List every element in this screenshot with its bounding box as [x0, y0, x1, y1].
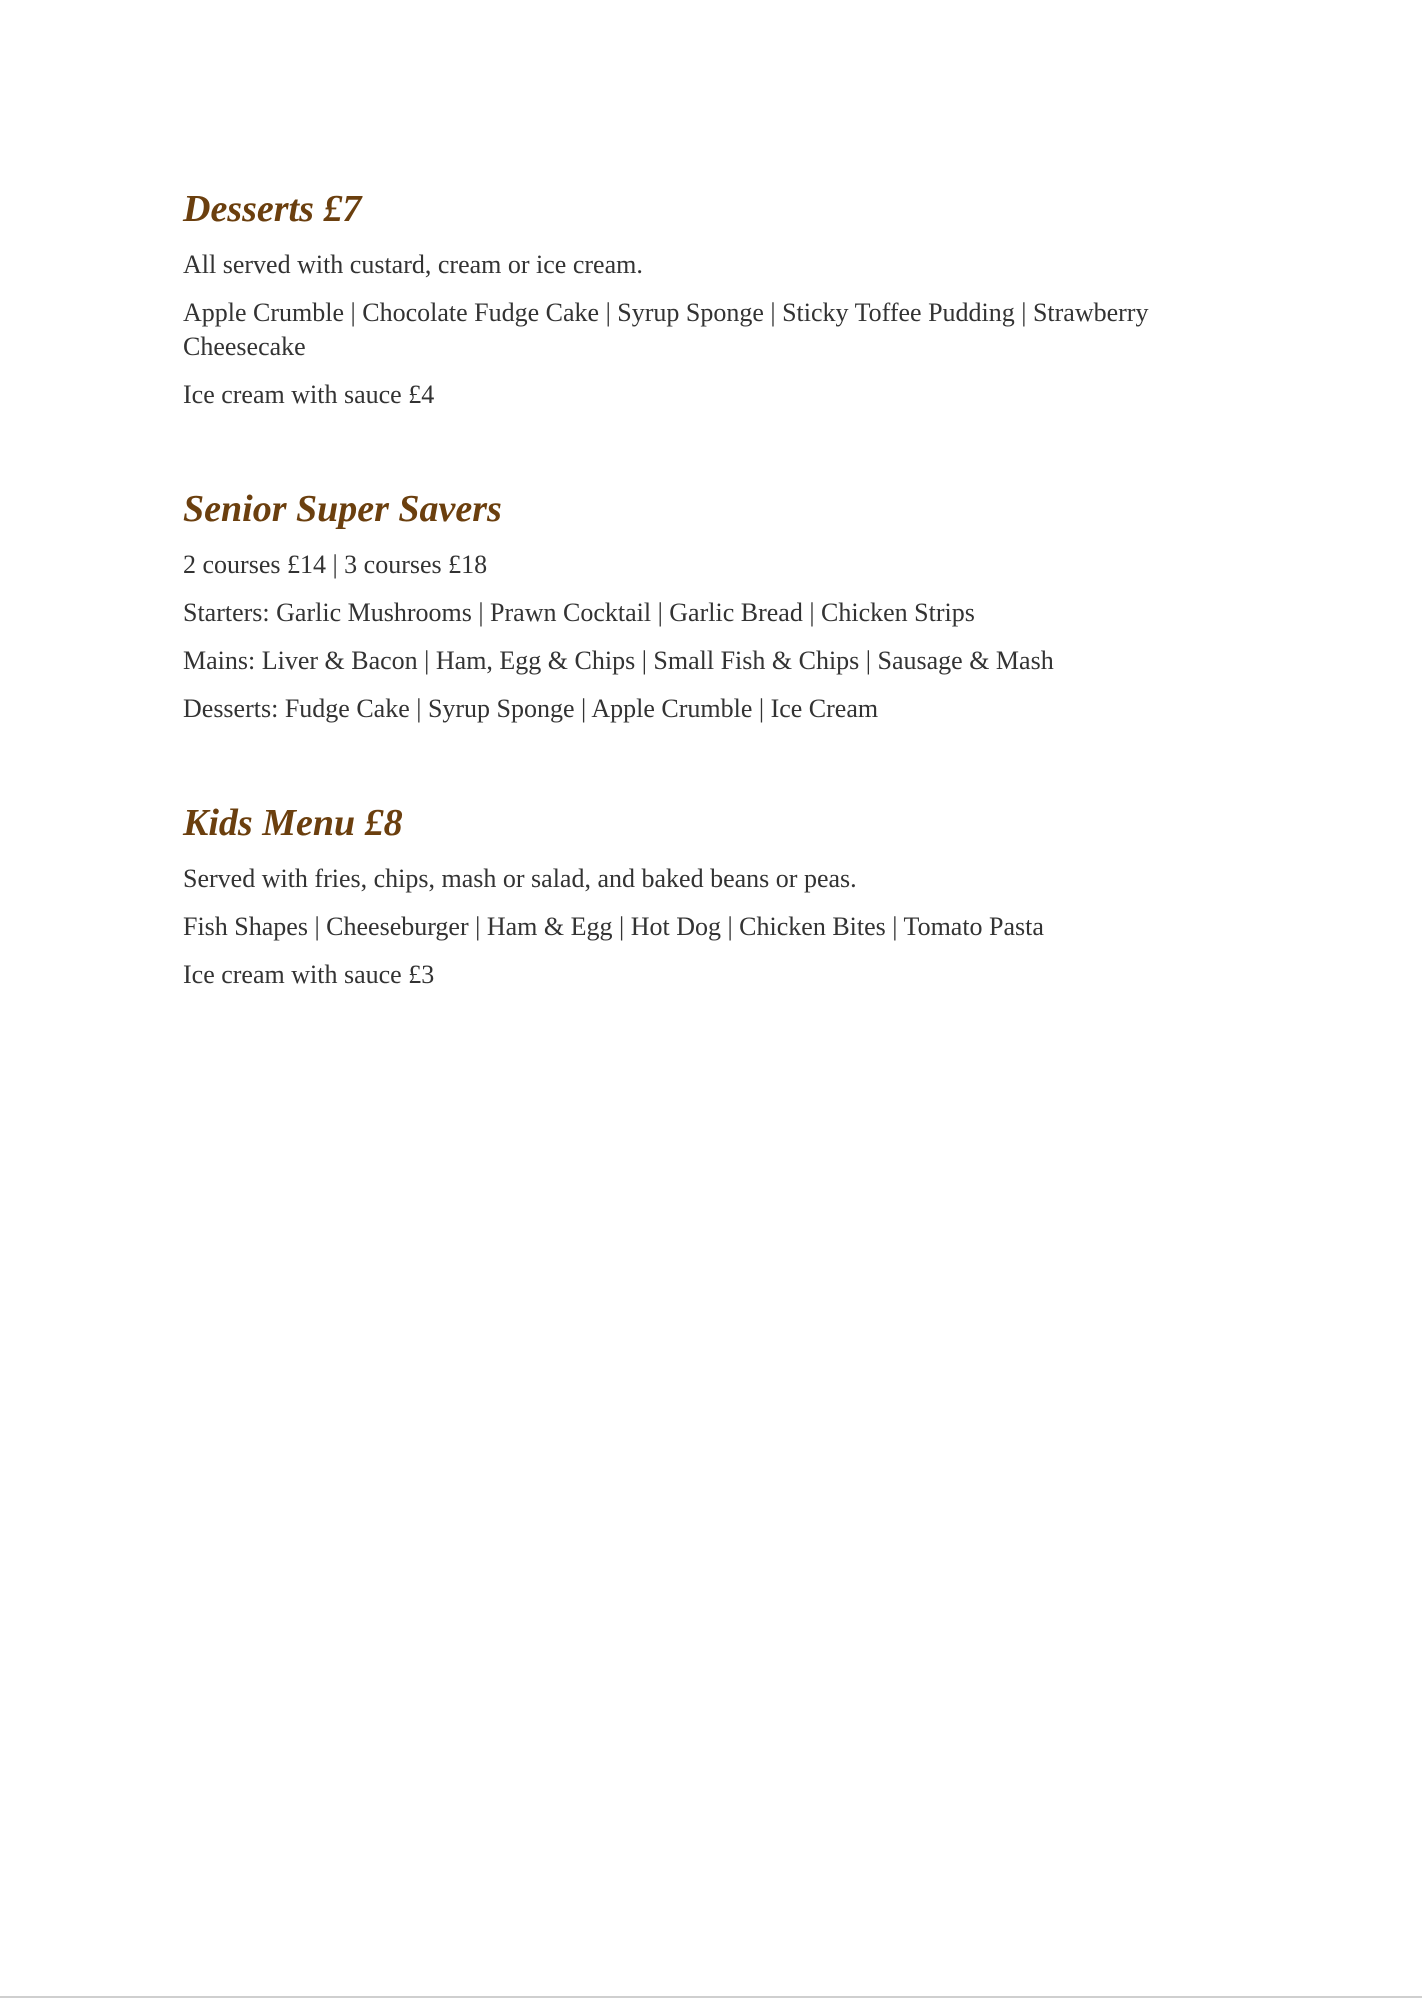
desserts-title: Desserts £7 [183, 188, 362, 230]
desserts-extra: Ice cream with sauce £4 [183, 380, 435, 409]
menu-content [183, 184, 1243, 1064]
senior-pricing: 2 courses £14 | 3 courses £18 [183, 550, 488, 579]
senior-desserts: Desserts: Fudge Cake | Syrup Sponge | Apple Crumble | Ice Cream [183, 694, 879, 723]
kids-menu-title: Kids Menu £8 [183, 802, 403, 844]
senior-mains: Mains: Liver & Bacon | Ham, Egg & Chips | Small Fish & Chips | Sausage & Mash [183, 646, 1054, 675]
kids-extra: Ice cream with sauce £3 [183, 960, 435, 989]
kids-items: Fish Shapes | Cheeseburger | Ham & Egg | Hot Dog | Chicken Bites | Tomato Pasta [183, 912, 1044, 941]
senior-starters: Starters: Garlic Mushrooms | Prawn Cocktail | Garlic Bread | Chicken Strips [183, 598, 975, 627]
kids-note: Served with fries, chips, mash or salad, and baked beans or peas. [183, 864, 857, 893]
desserts-section [183, 184, 1243, 412]
senior-super-savers-section [183, 484, 1243, 726]
desserts-items: Apple Crumble | Chocolate Fudge Cake | Syrup Sponge | Sticky Toffee Pudding | Strawberry Cheesecake [183, 298, 1149, 361]
desserts-note: All served with custard, cream or ice cream. [183, 250, 643, 279]
senior-super-savers-title: Senior Super Savers [183, 488, 502, 530]
kids-menu-section [183, 798, 1243, 992]
